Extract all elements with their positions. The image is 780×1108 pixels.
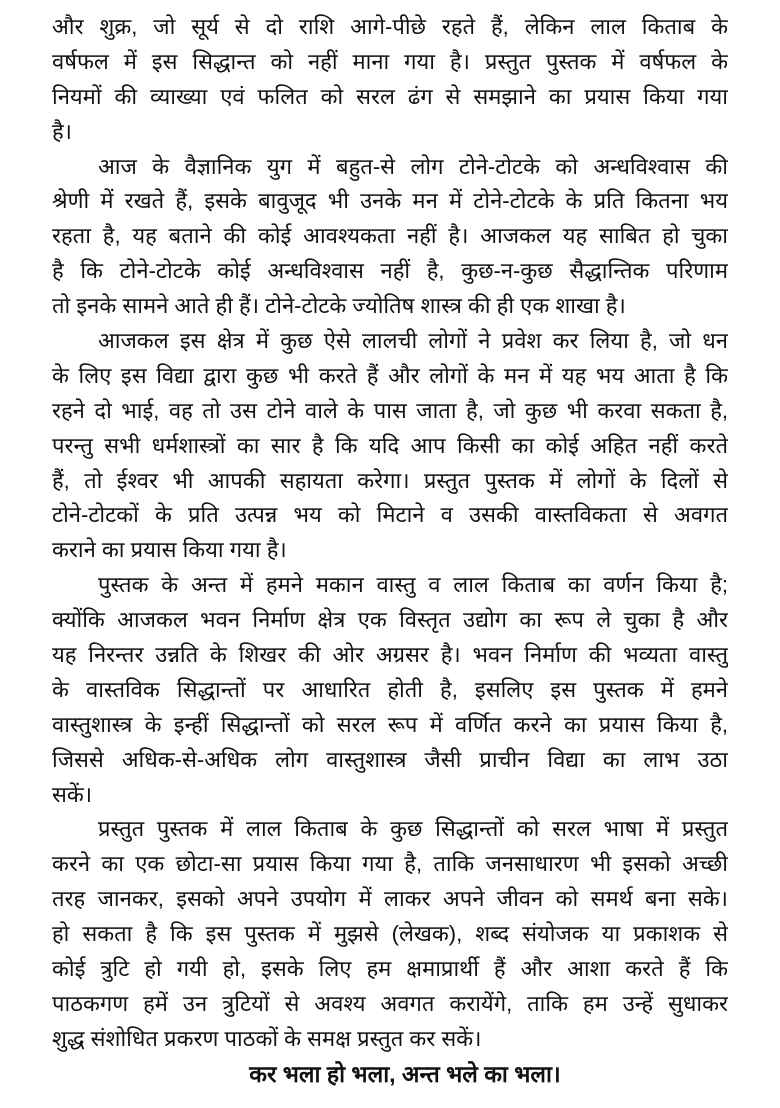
paragraph: [52, 150, 728, 324]
text-line: आज के वैज्ञानिक युग में बहुत-से लोग टोने-टोटके को अन्धविश्वास की: [98, 153, 728, 179]
text-line: पुस्तक के अन्त में हमने मकान वास्तु व लाल किताब का वर्णन किया है;: [98, 572, 728, 598]
text-line: तरह जानकर, इसको अपने उपयोग में लाकर अपने जीवन को समर्थ बना सके।: [52, 886, 728, 912]
paragraph: [52, 10, 728, 150]
document-page: [52, 10, 728, 1092]
paragraph: [52, 324, 728, 568]
text-line: वास्तुशास्त्र के इन्हीं सिद्धान्तों को सरल रूप में वर्णित करने का प्रयास किया है,: [52, 711, 728, 737]
text-line: कोई त्रुटि हो गयी हो, इसके लिए हम क्षमाप्रार्थी हैं और आशा करते हैं कि: [52, 956, 728, 982]
text-line: यह निरन्तर उन्नति के शिखर की ओर अग्रसर है। भवन निर्माण की भव्यता वास्तु: [52, 642, 728, 668]
text-line: रहने दो भाई, वह तो उस टोने वाले के पास जाता है, जो कुछ भी करवा सकता है,: [52, 397, 728, 423]
closing-line: कर भला हो भला, अन्त भले का भला।: [249, 1060, 561, 1087]
text-line: परन्तु सभी धर्मशास्त्रों का सार है कि यदि आप किसी का कोई अहित नहीं करते: [52, 432, 728, 458]
text-line: टोने-टोटकों के प्रति उत्पन्न भय को मिटाने व उसकी वास्तविकता से अवगत: [52, 502, 728, 528]
text-line: और शुक्र, जो सूर्य से दो राशि आगे-पीछे रहते हैं, लेकिन लाल किताब के: [52, 14, 728, 39]
paragraph: [52, 568, 728, 812]
body-text: [52, 10, 728, 1057]
text-line: रहता है, यह बताने की कोई आवश्यकता नहीं है। आजकल यह साबित हो चुका: [52, 223, 728, 249]
text-line: पाठकगण हमें उन त्रुटियों से अवश्य अवगत करायेंगे, ताकि हम उन्हें सुधाकर: [52, 990, 728, 1016]
paragraph: [52, 812, 728, 1056]
text-line: के लिए इस विद्या द्वारा कुछ भी करते हैं और लोगों के मन में यह भय आता है कि: [52, 362, 728, 388]
text-line: है कि टोने-टोटके कोई अन्धविश्वास नहीं है, कुछ-न-कुछ सैद्धान्तिक परिणाम: [52, 258, 728, 284]
text-line: श्रेणी में रखते हैं, इसके बावुजूद भी उनके मन में टोने-टोटके के प्रति कितना भय: [52, 188, 728, 214]
text-line: कराने का प्रयास किया गया है।: [52, 537, 287, 563]
text-line: तो इनके सामने आते ही हैं। टोने-टोटके ज्योतिष शास्त्र की ही एक शाखा है।: [52, 293, 626, 319]
text-line: सकें।: [52, 781, 93, 807]
text-line: वर्षफल में इस सिद्धान्त को नहीं माना गया है। प्रस्तुत पुस्तक में वर्षफल के: [52, 48, 728, 74]
text-line: प्रस्तुत पुस्तक में लाल किताब के कुछ सिद्धान्तों को सरल भाषा में प्रस्तुत: [98, 816, 728, 842]
text-line: के वास्तविक सिद्धान्तों पर आधारित होती है, इसलिए इस पुस्तक में हमने: [52, 676, 728, 702]
text-line: नियमों की व्याख्या एवं फलित को सरल ढंग से समझाने का प्रयास किया गया: [52, 83, 728, 109]
text-line: शुद्ध संशोधित प्रकरण पाठकों के समक्ष प्रस्तुत कर सकें।: [52, 1025, 482, 1051]
text-line: हो सकता है कि इस पुस्तक में मुझसे (लेखक), शब्द संयोजक या प्रकाशक से: [52, 921, 728, 947]
text-line: जिससे अधिक-से-अधिक लोग वास्तुशास्त्र जैसी प्राचीन विद्या का लाभ उठा: [52, 746, 728, 772]
text-line: क्योंकि आजकल भवन निर्माण क्षेत्र एक विस्तृत उद्योग का रूप ले चुका है और: [52, 607, 728, 633]
text-line: करने का एक छोटा-सा प्रयास किया गया है, ताकि जनसाधारण भी इसको अच्छी: [52, 851, 728, 877]
text-line: है।: [52, 118, 73, 144]
text-line: हैं, तो ईश्वर भी आपकी सहायता करेगा। प्रस्तुत पुस्तक में लोगों के दिलों से: [52, 467, 728, 493]
text-line: आजकल इस क्षेत्र में कुछ ऐसे लालची लोगों ने प्रवेश कर लिया है, जो धन: [98, 328, 728, 354]
